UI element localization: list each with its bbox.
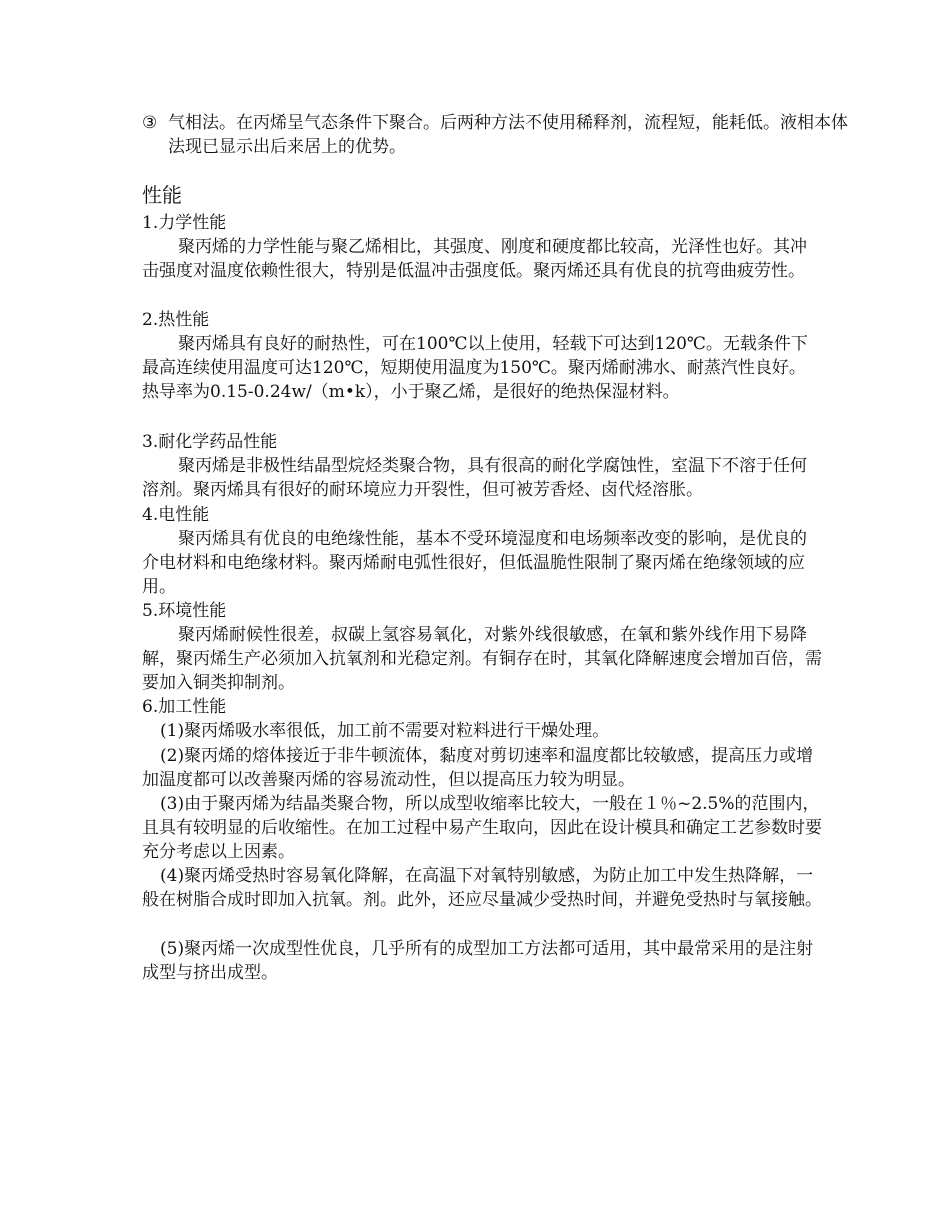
heading-electrical: 4.电性能 (142, 505, 210, 525)
intro-list-item (142, 111, 848, 159)
processing-item-2: (2)聚丙烯的熔体接近于非牛顿流体，黏度对剪切速率和温度都比较敏感，提高压力或增加温度都可以改善聚丙烯的容易流动性，但以提高压力较为明显。 (142, 746, 814, 790)
paragraph-thermal: 聚丙烯具有良好的耐热性，可在100℃以上使用，轻载下可达到120℃。无载条件下最高连续使用温度可达120℃，短期使用温度为150℃。聚丙烯耐沸水、耐蒸汽性良好。热导率为0.15-0.24w/（m•k），小于聚乙烯，是很好的绝热保湿材料。 (142, 334, 808, 402)
heading-mechanical: 1.力学性能 (142, 213, 227, 233)
paragraph-mechanical: 聚丙烯的力学性能与聚乙烯相比，其强度、刚度和硬度都比较高，光泽性也好。其冲击强度对温度依赖性很大，特别是低温冲击强度低。聚丙烯还具有优良的抗弯曲疲劳性。 (142, 237, 807, 281)
processing-item-3: (3)由于聚丙烯为结晶类聚合物，所以成型收缩率比较大，一般在１％~2.5%的范围内，且具有较明显的后收缩性。在加工过程中易产生取向，因此在设计模具和确定工艺参数时要充分考虑以上因素。 (142, 794, 822, 862)
processing-item-5: (5)聚丙烯一次成型性优良，几乎所有的成型加工方法都可适用，其中最常采用的是注射成型与挤出成型。 (142, 939, 814, 983)
heading-environmental: 5.环境性能 (142, 601, 227, 621)
paragraph-chemical: 聚丙烯是非极性结晶型烷烃类聚合物，具有很高的耐化学腐蚀性，室温下不溶于任何溶剂。聚丙烯具有很好的耐环境应力开裂性，但可被芳香烃、卤代烃溶胀。 (142, 456, 807, 500)
heading-chemical: 3.耐化学药品性能 (142, 432, 278, 452)
processing-item-1: (1)聚丙烯吸水率很低，加工前不需要对粒料进行干燥处理。 (160, 721, 610, 741)
list-number: ③ (142, 113, 158, 133)
heading-thermal: 2.热性能 (142, 310, 210, 330)
intro-text: 气相法。在丙烯呈气态条件下聚合。后两种方法不使用稀释剂，流程短，能耗低。液相本体法现已显示出后来居上的优势。 (168, 113, 848, 157)
paragraph-environmental: 聚丙烯耐候性很差，叔碳上氢容易氧化，对紫外线很敏感，在氧和紫外线作用下易降解，聚丙烯生产必须加入抗氧剂和光稳定剂。有铜存在时，其氧化降解速度会增加百倍，需要加入铜类抑制剂。 (142, 625, 822, 693)
section-title: 性能 (142, 183, 182, 207)
paragraph-electrical: 聚丙烯具有优良的电绝缘性能，基本不受环境湿度和电场频率改变的影响，是优良的介电材料和电绝缘材料。聚丙烯耐电弧性很好，但低温脆性限制了聚丙烯在绝缘领域的应用。 (142, 529, 807, 597)
heading-processing: 6.加工性能 (142, 697, 227, 717)
processing-item-4: (4)聚丙烯受热时容易氧化降解，在高温下对氧特别敏感，为防止加工中发生热降解，一般在树脂合成时即加入抗氧。剂。此外，还应尽量减少受热时间，并避免受热时与氧接触。 (142, 866, 822, 910)
